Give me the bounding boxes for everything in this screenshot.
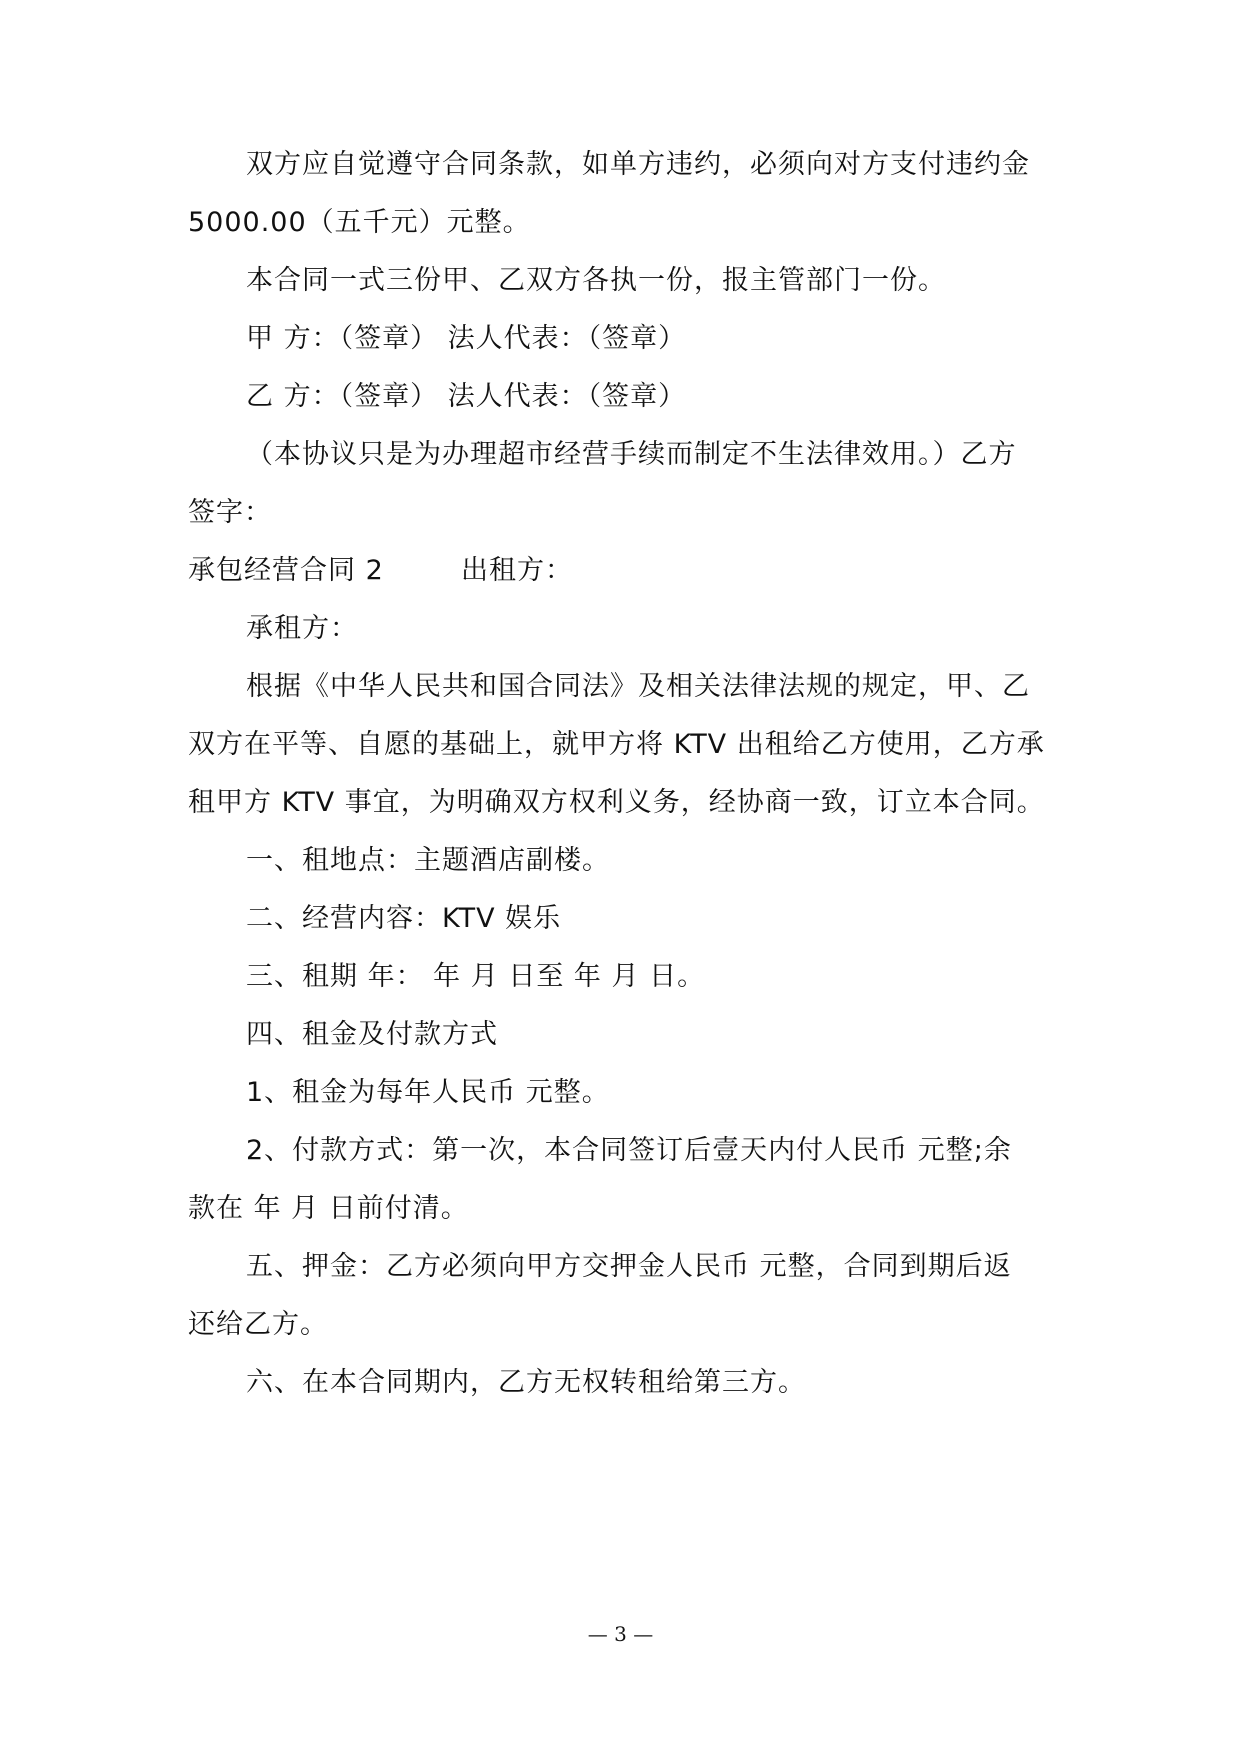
clause-line: 还给乙方。 [188, 1309, 328, 1340]
text-line: 5000.00（五千元）元整。 [188, 207, 531, 238]
page-number: — 3 — [587, 1622, 654, 1646]
clause-line: 三、租期 年： 年 月 日至 年 月 日。 [246, 961, 706, 992]
lessor-label: 出租方： [460, 555, 573, 586]
signature-line-party-b: 乙 方：（签章） 法人代表：（签章） [246, 381, 687, 412]
signature-line-party-a: 甲 方：（签章） 法人代表：（签章） [246, 323, 687, 354]
contract-title: 承包经营合同 2 [188, 555, 384, 586]
clause-line: 四、租金及付款方式 [246, 1019, 498, 1050]
text-line: 本合同一式三份甲、乙双方各执一份，报主管部门一份。 [246, 265, 946, 296]
contract-heading-line [188, 551, 1068, 591]
lessee-label: 承租方： [246, 613, 358, 644]
clause-line: 2、付款方式：第一次，本合同签订后壹天内付人民币 元整;余 [246, 1135, 1012, 1166]
text-line: 租甲方 KTV 事宜，为明确双方权利义务，经协商一致，订立本合同。 [188, 787, 1045, 818]
text-line: 双方在平等、自愿的基础上，就甲方将 KTV 出租给乙方使用，乙方承 [188, 729, 1045, 760]
text-line: （本协议只是为办理超市经营手续而制定不生法律效用。）乙方 [246, 439, 1017, 470]
clause-line: 五、押金：乙方必须向甲方交押金人民币 元整，合同到期后返 [246, 1251, 1012, 1282]
clause-line: 二、经营内容：KTV 娱乐 [246, 903, 562, 934]
text-line: 双方应自觉遵守合同条款，如单方违约，必须向对方支付违约金 [246, 149, 1030, 180]
text-line: 根据《中华人民共和国合同法》及相关法律法规的规定，甲、乙 [246, 671, 1030, 702]
text-line: 签字： [188, 497, 272, 528]
clause-line: 一、租地点：主题酒店副楼。 [246, 845, 610, 876]
clause-line: 款在 年 月 日前付清。 [188, 1193, 469, 1224]
clause-line: 六、在本合同期内，乙方无权转租给第三方。 [246, 1367, 806, 1398]
clause-line: 1、租金为每年人民币 元整。 [246, 1077, 610, 1108]
